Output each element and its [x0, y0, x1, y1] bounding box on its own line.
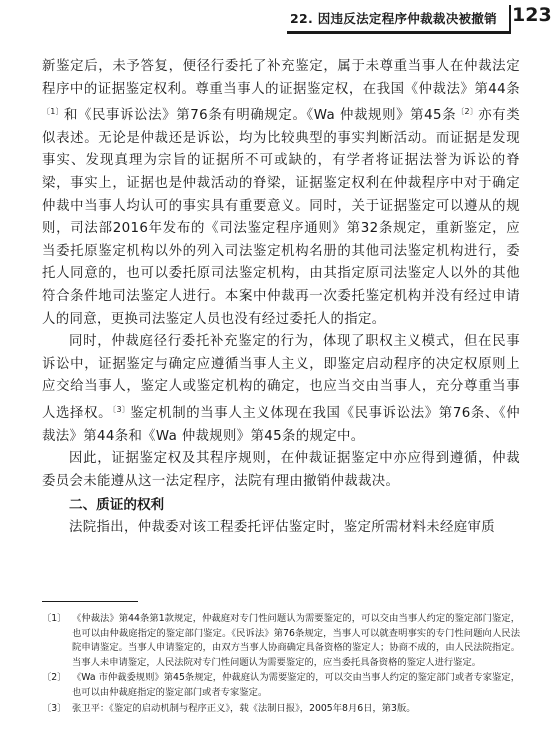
- running-header: [0, 0, 558, 34]
- paragraph-2: [42, 331, 520, 448]
- paragraph-1-part-a: 新鉴定后，未予答复，便径行委托了补充鉴定，属于未尊重当事人在仲裁法定程序中的证据鉴定权利。尊重当事人的证据鉴定权，在我国《仲裁法》第44条: [42, 59, 520, 97]
- main-text: [42, 56, 520, 540]
- paragraph-4: 法院指出，仲裁委对该工程委托评估鉴定时，鉴定所需材料未经庭审质: [69, 520, 495, 536]
- footnote-3: [42, 702, 520, 717]
- paragraph-1-part-b: 和《民事诉讼法》第76条有明确规定。《Wa 仲裁规则》第45条: [63, 108, 457, 124]
- header-chapter-title: 22. 因违反法定程序仲裁裁决被撤销: [290, 11, 497, 26]
- footnote-ref-3[interactable]: 〔3〕: [112, 404, 131, 414]
- section-heading: 二、质证的权利: [69, 497, 165, 514]
- header-rule: [287, 31, 509, 34]
- paragraph-1-part-c: 亦有类似表述。无论是仲裁还是诉讼，均为比较典型的事实判断活动。而证据是发现事实、发现真理为宗旨的证据所不可或缺的，有学者将证据法誉为诉讼的脊梁，事实上，证据也是仲裁活动的脊梁，证据鉴定权利在仲裁程序中对于确定仲裁中当事人均认可的事实具有重要意义。同时，关于证据鉴定可以遵从的规则，司法部2016年发布的《司法鉴定程序通则》第32条规定，重新鉴定，应当委托原鉴定机构以外的列入司法鉴定机构名册的其他司法鉴定机构进行，委托人同意的，也可以委托原司法鉴定机构，由其指定原司法鉴定人以外的其他符合条件地司法鉴定人进行。本案中仲裁再一次委托鉴定机构并没有经过申请人的同意，更换司法鉴定人员也没有经过委托人的指定。: [42, 108, 521, 327]
- footnote-ref-1[interactable]: 〔1〕: [42, 107, 64, 117]
- footnote-text: 《Wa 市仲裁委规则》第45条规定，仲裁庭认为需要鉴定的，可以交由当事人约定的鉴定部门或者专家鉴定，也可以由仲裁庭指定的鉴定部门或者专家鉴定。: [72, 672, 520, 698]
- footnote-text: 张卫平：《鉴定的启动机制与程序正义》，载《法制日报》，2005年8月6日，第3版。: [72, 702, 416, 714]
- footnote-1: [42, 612, 520, 670]
- footnote-2: [42, 671, 520, 700]
- footnote-number: 〔1〕: [42, 613, 67, 624]
- footnotes: [42, 612, 520, 717]
- footnote-number: 〔3〕: [42, 702, 67, 714]
- footnote-number: 〔2〕: [42, 672, 67, 684]
- paragraph-2-part-a: 同时，仲裁庭径行委托补充鉴定的行为，体现了职权主义模式，但在民事诉讼中，证据鉴定与确定应遵循当事人主义，即鉴定启动程序的决定权原则上应交给当事人，鉴定人或鉴定机构的确定，也应当交由当事人，充分尊重当事人选择权。: [42, 334, 520, 421]
- paragraph-2-part-b: 鉴定机制的当事人主义体现在我国《民事诉讼法》第76条、《仲裁法》第44条和《Wa 仲裁规则》第45条的规定中。: [42, 405, 520, 444]
- paragraph-1: [42, 56, 520, 331]
- footnote-text: 《仲裁法》第44条第1款规定，仲裁庭对专门性问题认为需要鉴定的，可以交由当事人约定的鉴定部门鉴定，也可以由仲裁庭指定的鉴定部门鉴定。《民诉法》第76条规定，当事人可以就查明事实的专门性问题向人民法院申请鉴定。当事人申请鉴定的，由双方当事人协商确定具备资格的鉴定人；协商不成的，由人民法院指定。当事人未申请鉴定，人民法院对专门性问题认为需要鉴定的，应当委托具备资格的鉴定人进行鉴定。: [72, 613, 520, 668]
- footnote-separator: [42, 601, 138, 602]
- footnote-ref-2[interactable]: 〔2〕: [456, 107, 479, 117]
- paragraph-3: 因此，证据鉴定权及其程序规则，在仲裁证据鉴定中亦应得到遵循，仲裁委员会未能遵从这一法定程序，法院有理由撤销仲裁裁决。: [42, 451, 520, 489]
- page-number: 123: [512, 4, 552, 26]
- header-divider: [509, 5, 511, 34]
